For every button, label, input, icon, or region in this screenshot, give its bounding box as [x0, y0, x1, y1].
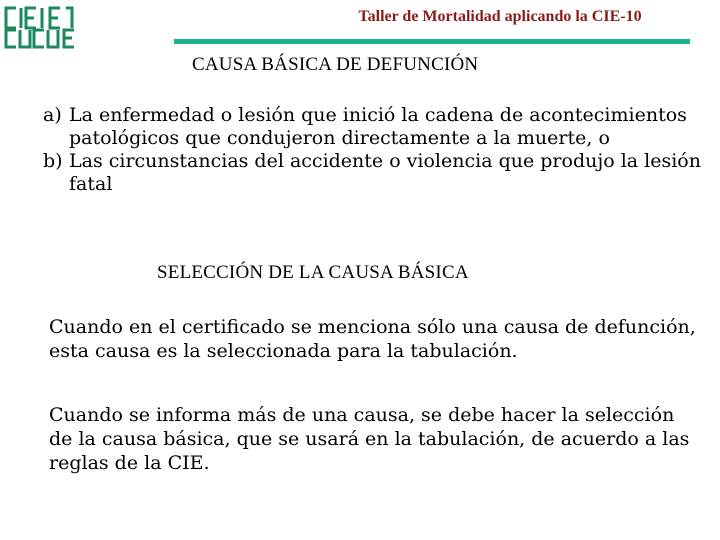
list-marker: a) — [43, 104, 62, 126]
list-marker: b) — [43, 150, 63, 172]
section-title-seleccion: SELECCIÓN DE LA CAUSA BÁSICA — [157, 262, 469, 283]
paragraph — [49, 315, 719, 363]
list-item — [43, 150, 713, 196]
header-title: Taller de Mortalidad aplicando la CIE-10 — [358, 8, 642, 25]
cie-logo-graphic — [2, 2, 76, 50]
header-divider — [174, 39, 690, 44]
list-item-text: fatal — [69, 173, 113, 195]
list-item-text: Las circunstancias del accidente o violencia que produjo la lesión — [69, 150, 701, 172]
paragraph-line: esta causa es la seleccionada para la tabulación. — [49, 340, 518, 362]
paragraph-line: reglas de la CIE. — [49, 452, 210, 474]
paragraph — [49, 403, 719, 475]
list-item-text: La enfermedad o lesión que inició la cadena de acontecimientos — [69, 104, 687, 126]
list-item — [43, 104, 713, 150]
section-title-causa-basica: CAUSA BÁSICA DE DEFUNCIÓN — [192, 54, 479, 75]
paragraph-line: Cuando en el certificado se menciona sólo una causa de defunción, — [49, 316, 696, 338]
paragraph-line: Cuando se informa más de una causa, se debe hacer la selección — [49, 404, 675, 426]
list-item-text: patológicos que condujeron directamente a la muerte, o — [69, 127, 610, 149]
definition-list — [43, 104, 713, 196]
paragraph-line: de la causa básica, que se usará en la tabulación, de acuerdo a las — [49, 428, 690, 450]
cie-logo — [2, 2, 76, 50]
